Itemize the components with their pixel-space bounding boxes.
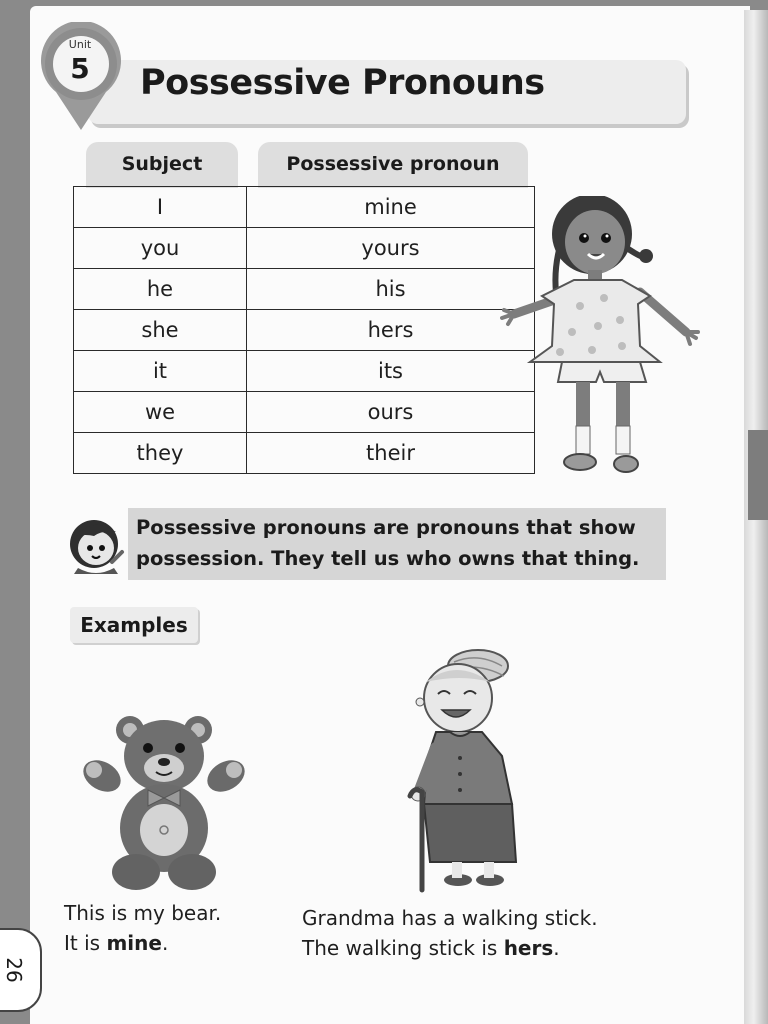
caption-text: .	[553, 936, 560, 960]
possessive-pronoun-header: Possessive pronoun	[258, 142, 528, 188]
bear-caption	[64, 898, 284, 958]
page-title: Possessive Pronouns	[140, 63, 545, 103]
subject-cell: we	[74, 392, 247, 433]
examples-label: Examples	[70, 607, 198, 643]
page-number: 26	[2, 957, 26, 983]
pronoun-cell: yours	[247, 228, 535, 269]
bear-caption-line-2	[64, 928, 284, 958]
pronoun-cell: mine	[247, 187, 535, 228]
pronoun-cell: his	[247, 269, 535, 310]
bear-caption-line-1: This is my bear.	[64, 901, 222, 925]
unit-number: 5	[70, 52, 90, 85]
pronoun-cell: its	[247, 351, 535, 392]
subject-header: Subject	[86, 142, 238, 188]
boy-mascot-icon	[64, 510, 128, 574]
grandma-caption-line-1: Grandma has a walking stick.	[302, 906, 598, 930]
grandma-caption-line-2	[302, 933, 722, 963]
subject-cell: she	[74, 310, 247, 351]
caption-text: The walking stick is	[302, 936, 504, 960]
grandma-caption	[302, 903, 722, 963]
definition-line-2: possession. They tell us who owns that thing.	[136, 547, 640, 570]
pronoun-cell: their	[247, 433, 535, 474]
table-row	[74, 392, 535, 433]
subject-cell: he	[74, 269, 247, 310]
table-row	[74, 310, 535, 351]
table-row	[74, 228, 535, 269]
teddy-bear-illustration	[78, 712, 250, 892]
unit-label: Unit	[68, 38, 92, 51]
table-row	[74, 351, 535, 392]
table-row	[74, 187, 535, 228]
caption-bold-word: hers	[503, 936, 554, 960]
subject-cell: they	[74, 433, 247, 474]
definition-line-1: Possessive pronouns are pronouns that show	[136, 516, 636, 539]
table-row	[74, 433, 535, 474]
table-row	[74, 269, 535, 310]
subject-cell: I	[74, 187, 247, 228]
caption-bold-word: mine	[106, 931, 162, 955]
subject-cell: you	[74, 228, 247, 269]
page-edge-tab	[748, 430, 768, 520]
pronoun-cell: ours	[247, 392, 535, 433]
caption-text: .	[161, 931, 169, 955]
page-edge	[744, 10, 768, 1024]
girl-illustration	[500, 196, 710, 481]
definition-text	[136, 512, 676, 574]
subject-cell: it	[74, 351, 247, 392]
pronoun-cell: hers	[247, 310, 535, 351]
caption-text: It is	[64, 931, 107, 955]
pronoun-table	[73, 186, 535, 474]
grandma-illustration	[402, 648, 530, 894]
